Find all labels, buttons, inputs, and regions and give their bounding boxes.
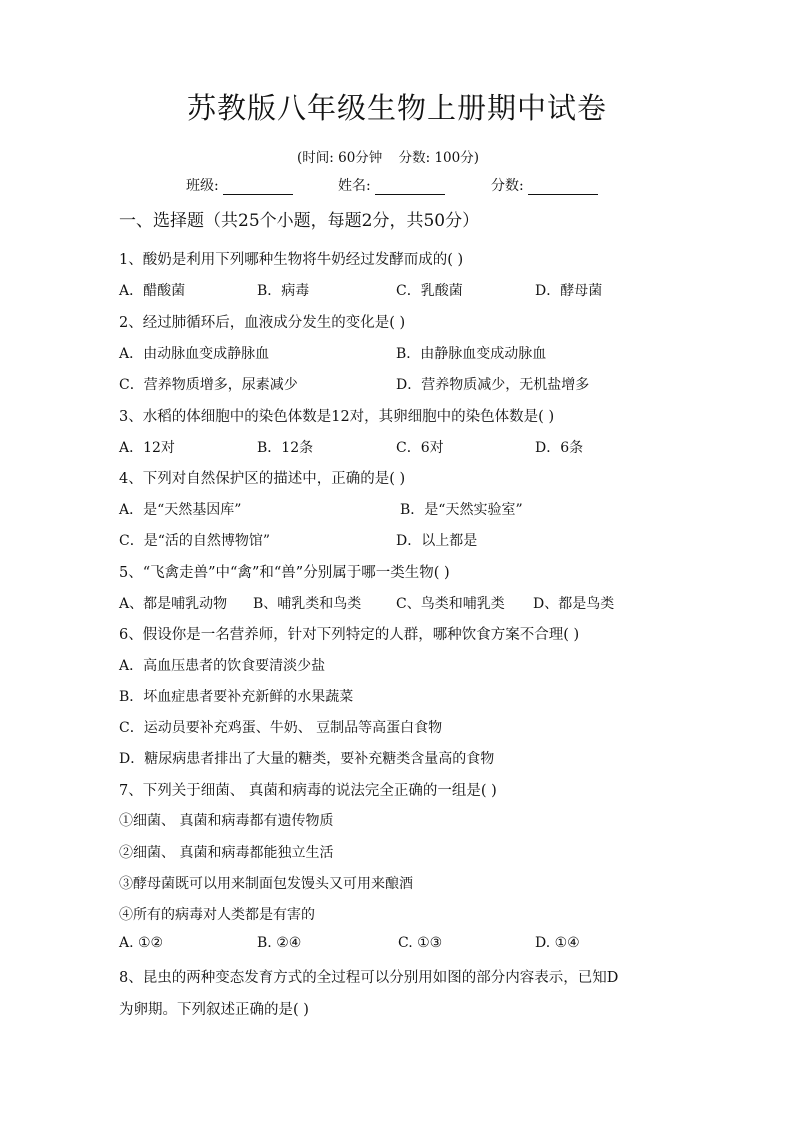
exam-time: (时间: 60分钟 <box>297 150 383 166</box>
exam-meta <box>0 146 776 166</box>
question-option: A．醋酸菌 <box>119 283 186 299</box>
class-blank <box>223 179 293 195</box>
name-blank <box>375 179 445 195</box>
question-option: C. ①③ <box>398 935 443 951</box>
section-heading: 一、选择题（共25个小题，每题2分，共50分） <box>119 211 480 231</box>
question-option: B．12条 <box>257 440 314 456</box>
name-field <box>338 175 445 195</box>
question-option: C．运动员要补充鸡蛋、牛奶、 豆制品等高蛋白食物 <box>119 720 443 736</box>
question-option: D．6条 <box>535 440 584 456</box>
page-title: 苏教版八年级生物上册期中试卷 <box>186 91 607 125</box>
question-option: B．病毒 <box>257 283 310 299</box>
question-option: A．由动脉血变成静脉血 <box>119 346 270 362</box>
question-option: B、哺乳类和鸟类 <box>253 596 362 612</box>
question-option: A、都是哺乳动物 <box>119 596 228 612</box>
question-stem: 6、假设你是一名营养师，针对下列特定的人群，哪种饮食方案不合理( ) <box>119 627 580 643</box>
question-option: A．12对 <box>119 440 175 456</box>
question-option: B. ②④ <box>257 935 302 951</box>
question-statement: ②细菌、 真菌和病毒都能独立生活 <box>119 845 334 861</box>
question-option: B．由静脉血变成动脉血 <box>396 346 547 362</box>
question-stem: 4、下列对自然保护区的描述中，正确的是( ) <box>119 471 406 487</box>
question-statement: ④所有的病毒对人类都是有害的 <box>119 907 315 923</box>
question-stem: 3、水稻的体细胞中的染色体数是12对，其卵细胞中的染色体数是( ) <box>119 409 555 425</box>
question-statement: ①细菌、 真菌和病毒都有遗传物质 <box>119 813 334 829</box>
question-option: C．是“活的自然博物馆” <box>119 533 271 549</box>
question-option: D．酵母菌 <box>535 283 603 299</box>
question-stem: 1、酸奶是利用下列哪种生物将牛奶经过发酵而成的( ) <box>119 252 464 268</box>
question-option: A．高血压患者的饮食要清淡少盐 <box>119 658 326 674</box>
question-option: C、鸟类和哺乳类 <box>396 596 505 612</box>
question-stem: 2、经过肺循环后，血液成分发生的变化是( ) <box>119 315 406 331</box>
class-field <box>186 175 293 195</box>
exam-score: 分数: 100分) <box>398 150 479 166</box>
question-option: C．6对 <box>396 440 444 456</box>
question-option: A．是“天然基因库” <box>119 502 242 518</box>
question-stem: 7、下列关于细菌、 真菌和病毒的说法完全正确的一组是( ) <box>119 783 497 799</box>
question-option: D. ①④ <box>535 935 580 951</box>
question-option: A. ①② <box>119 935 164 951</box>
question-option: B．是“天然实验室” <box>400 502 523 518</box>
name-label: 姓名: <box>338 178 371 194</box>
question-option: D．以上都是 <box>396 533 478 549</box>
question-option: C．乳酸菌 <box>396 283 463 299</box>
question-stem: 8、昆虫的两种变态发育方式的全过程可以分别用如图的部分内容表示，已知D <box>119 970 619 986</box>
question-stem: 5、“飞禽走兽”中“禽”和“兽”分别属于哪一类生物( ) <box>119 565 450 581</box>
score-blank <box>528 179 598 195</box>
class-label: 班级: <box>186 178 219 194</box>
question-stem-continued: 为卵期。下列叙述正确的是( ) <box>119 1002 309 1018</box>
question-option: C．营养物质增多，尿素减少 <box>119 377 298 393</box>
question-option: D．营养物质减少，无机盐增多 <box>396 377 590 393</box>
question-option: D．糖尿病患者排出了大量的糖类，要补充糖类含量高的食物 <box>119 751 495 767</box>
score-field <box>491 175 598 195</box>
score-label: 分数: <box>491 178 524 194</box>
question-option: D、都是鸟类 <box>533 596 615 612</box>
question-option: B．坏血症患者要补充新鲜的水果蔬菜 <box>119 689 354 705</box>
question-statement: ③酵母菌既可以用来制面包发馒头又可用来酿酒 <box>119 876 413 892</box>
